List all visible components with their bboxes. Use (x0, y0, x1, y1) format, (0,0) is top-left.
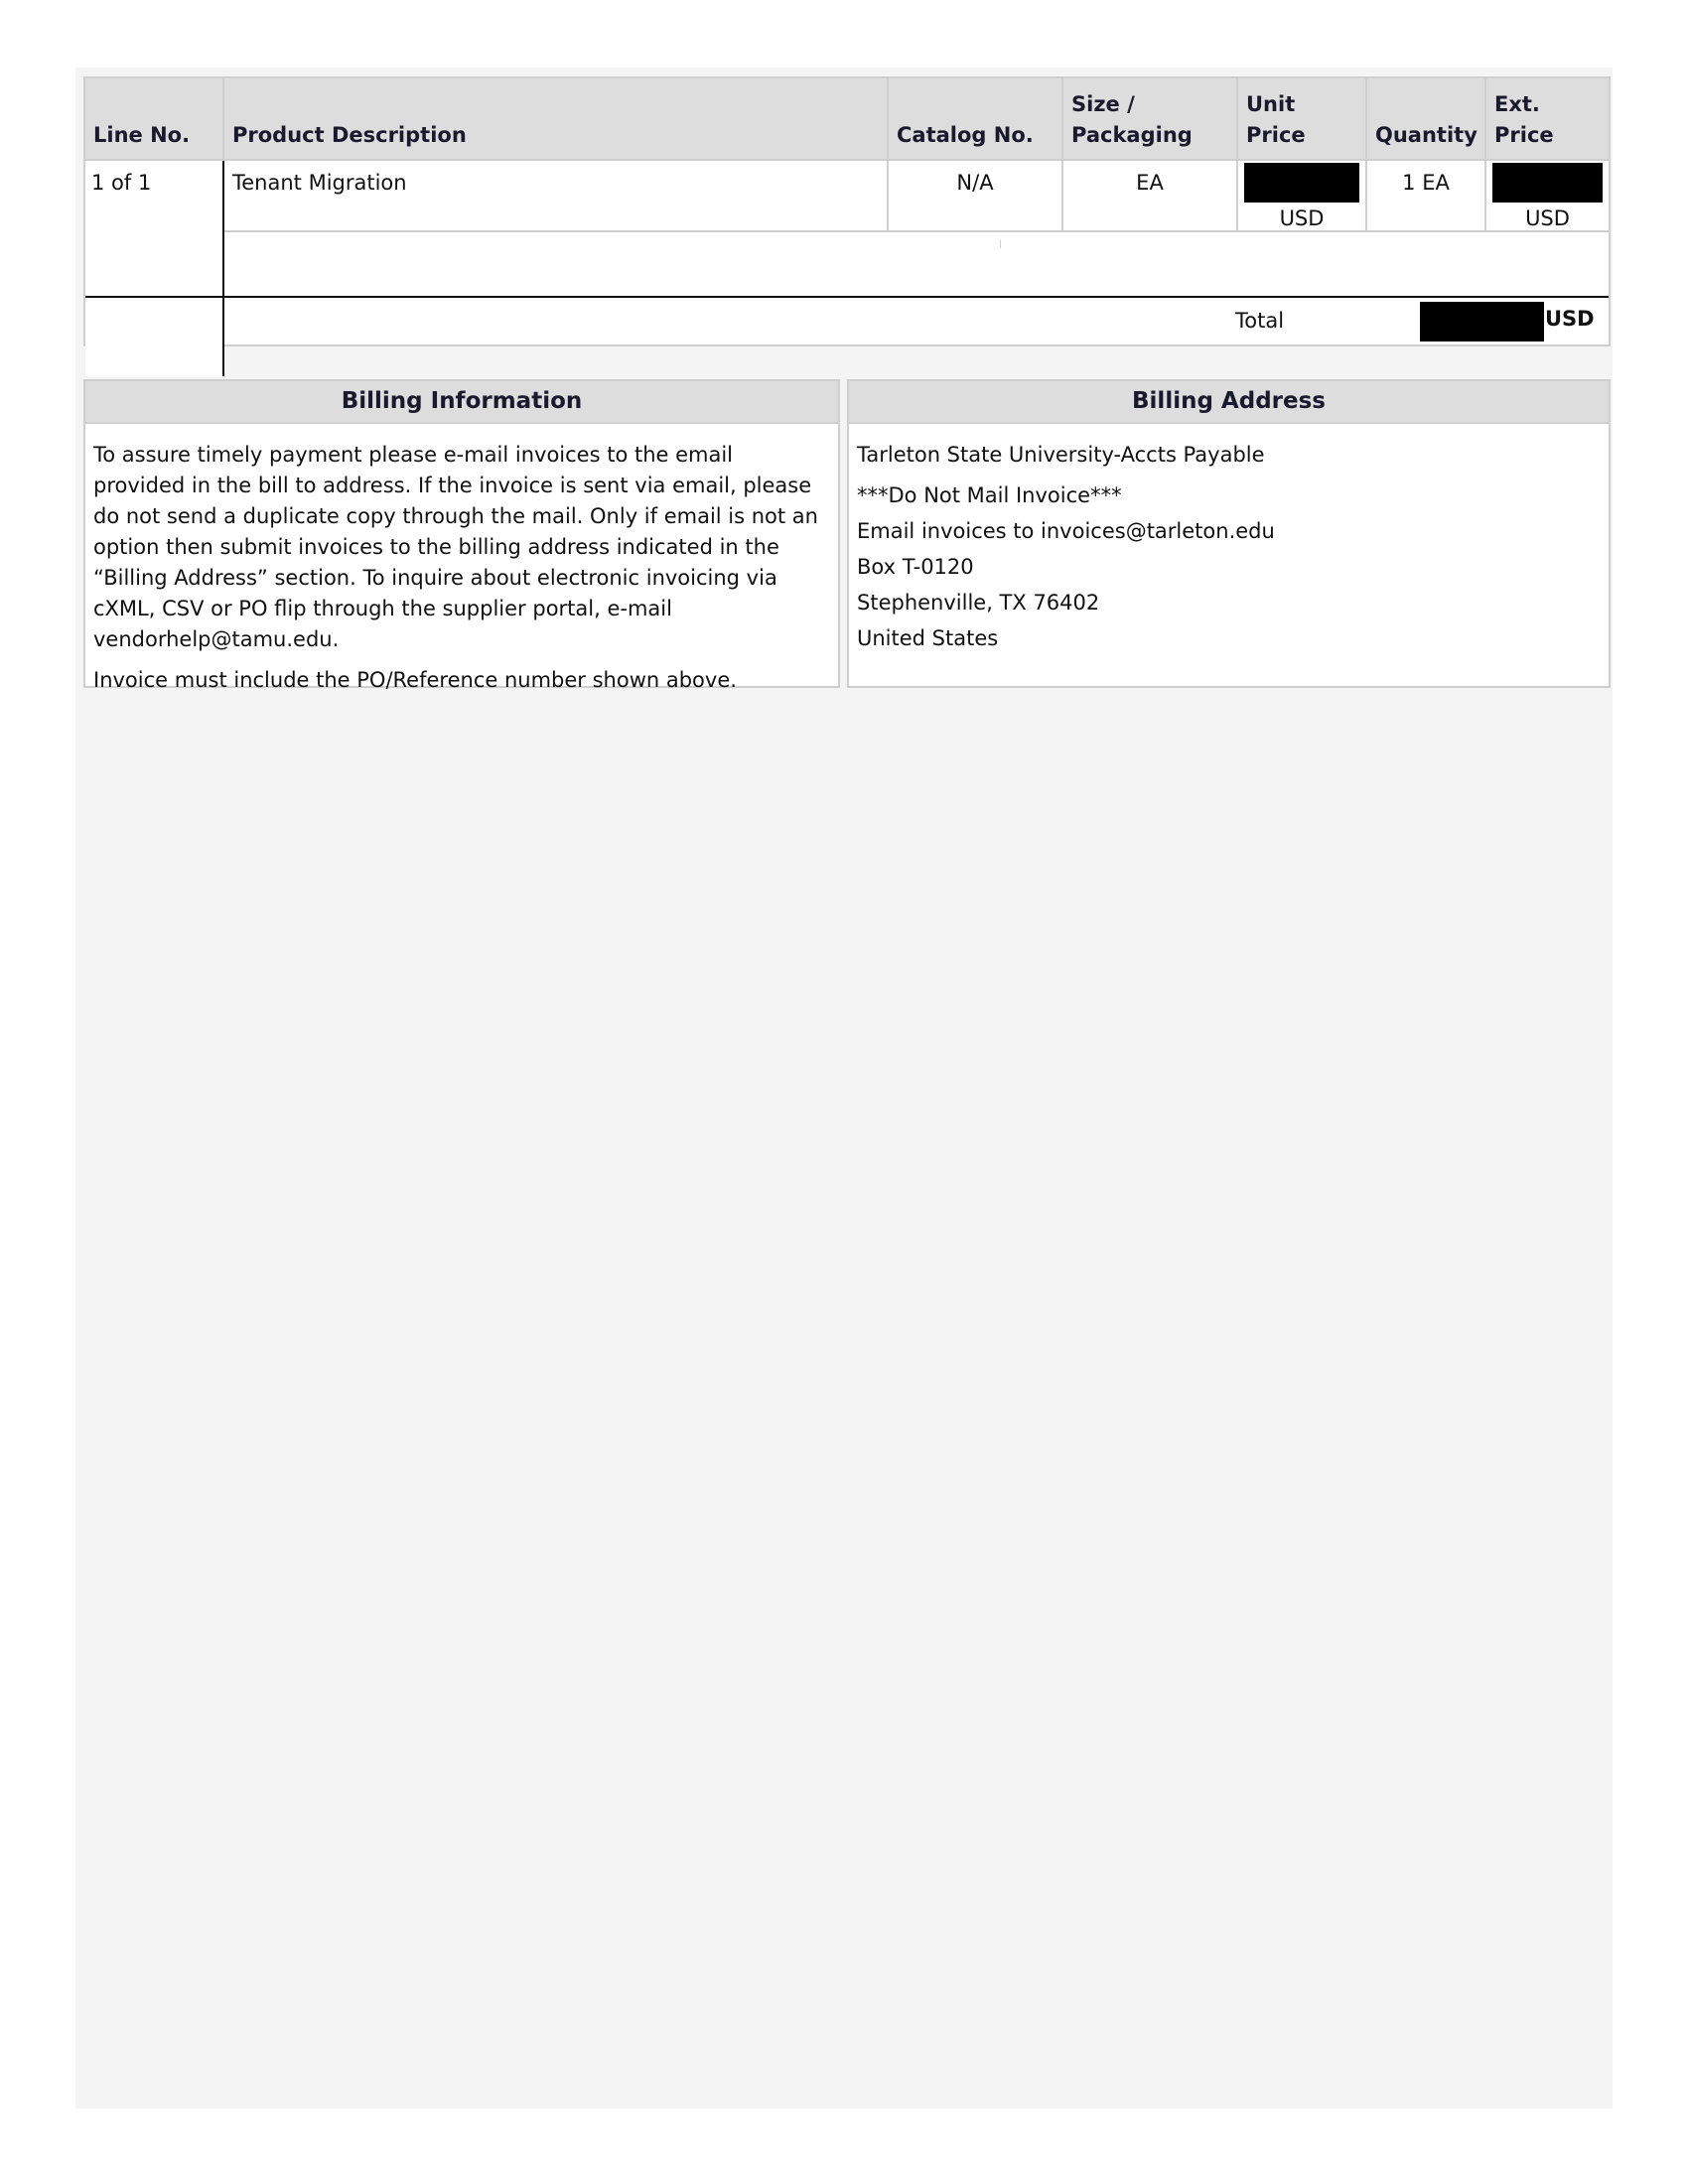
header-catalog-no-label: Catalog No. (897, 123, 1034, 147)
line-number: 1 of 1 (91, 171, 152, 195)
total-label: Total (1235, 309, 1285, 333)
total-currency: USD (1545, 307, 1595, 331)
line-items-table (83, 76, 1611, 346)
catalog-no-cell (889, 161, 1063, 232)
product-description: Tenant Migration (232, 171, 407, 195)
billing-address-panel (847, 379, 1611, 688)
ext-price-currency: USD (1525, 206, 1570, 230)
header-line-no (85, 78, 224, 159)
catalog-no: N/A (956, 171, 994, 195)
header-ext-price (1486, 78, 1609, 159)
unit-price-redaction (1244, 163, 1359, 203)
size-packaging: EA (1136, 171, 1164, 195)
address-line-country: United States (857, 626, 999, 650)
table-row (85, 161, 1609, 232)
ext-price-redaction (1492, 163, 1603, 203)
ext-price-cell (1486, 161, 1609, 232)
po-reference-note: Invoice must include the PO/Reference number shown above. (93, 668, 737, 692)
total-row (85, 298, 1609, 344)
header-unit-price (1238, 78, 1367, 159)
header-size-label: Size / (1071, 92, 1135, 116)
header-catalog-no (889, 78, 1063, 159)
billing-information-title: Billing Information (85, 381, 838, 424)
header-unit-price-label: Unit Price (1246, 92, 1306, 147)
header-quantity-label: Quantity (1375, 123, 1477, 147)
column-divider-mark (1000, 240, 1001, 248)
address-line-email: Email invoices to invoices@tarleton.edu (857, 519, 1275, 543)
size-packaging-cell (1063, 161, 1238, 232)
billing-address-body (849, 424, 1609, 654)
total-amount-redaction (1420, 302, 1544, 341)
header-ext-price-label: Ext. Price (1494, 92, 1554, 147)
unit-price-cell (1238, 161, 1367, 232)
header-size-packaging (1063, 78, 1238, 159)
line-detail-row (224, 232, 1609, 298)
header-product-description (224, 78, 889, 159)
billing-information-body (85, 424, 838, 696)
header-quantity (1367, 78, 1486, 159)
header-line-no-label: Line No. (93, 123, 191, 147)
page-background (75, 68, 1613, 2109)
billing-instructions: To assure timely payment please e-mail invoices to the email provided in the bill to address. If the invoice is sent via email, please do not send a duplicate copy through the mail. Only if email is not an option then submit invoices to the billing address indicated in the “Billing Address” section. To inquire about electronic invoicing via cXML, CSV or PO flip through the supplier portal, e-mail vendorhelp@tamu.edu. (93, 443, 818, 651)
header-packaging-label: Packaging (1071, 123, 1193, 147)
product-description-cell (224, 161, 889, 232)
table-header-row (85, 78, 1609, 161)
address-line-box: Box T-0120 (857, 555, 974, 579)
unit-price-currency: USD (1279, 206, 1325, 230)
billing-information-panel (83, 379, 840, 692)
address-line-organization: Tarleton State University-Accts Payable (857, 443, 1265, 467)
quantity: 1 EA (1402, 171, 1450, 195)
address-line-notice: ***Do Not Mail Invoice*** (857, 483, 1122, 507)
address-line-city: Stephenville, TX 76402 (857, 591, 1100, 614)
header-product-description-label: Product Description (232, 123, 467, 147)
quantity-cell (1367, 161, 1486, 232)
billing-address-title: Billing Address (849, 381, 1609, 424)
